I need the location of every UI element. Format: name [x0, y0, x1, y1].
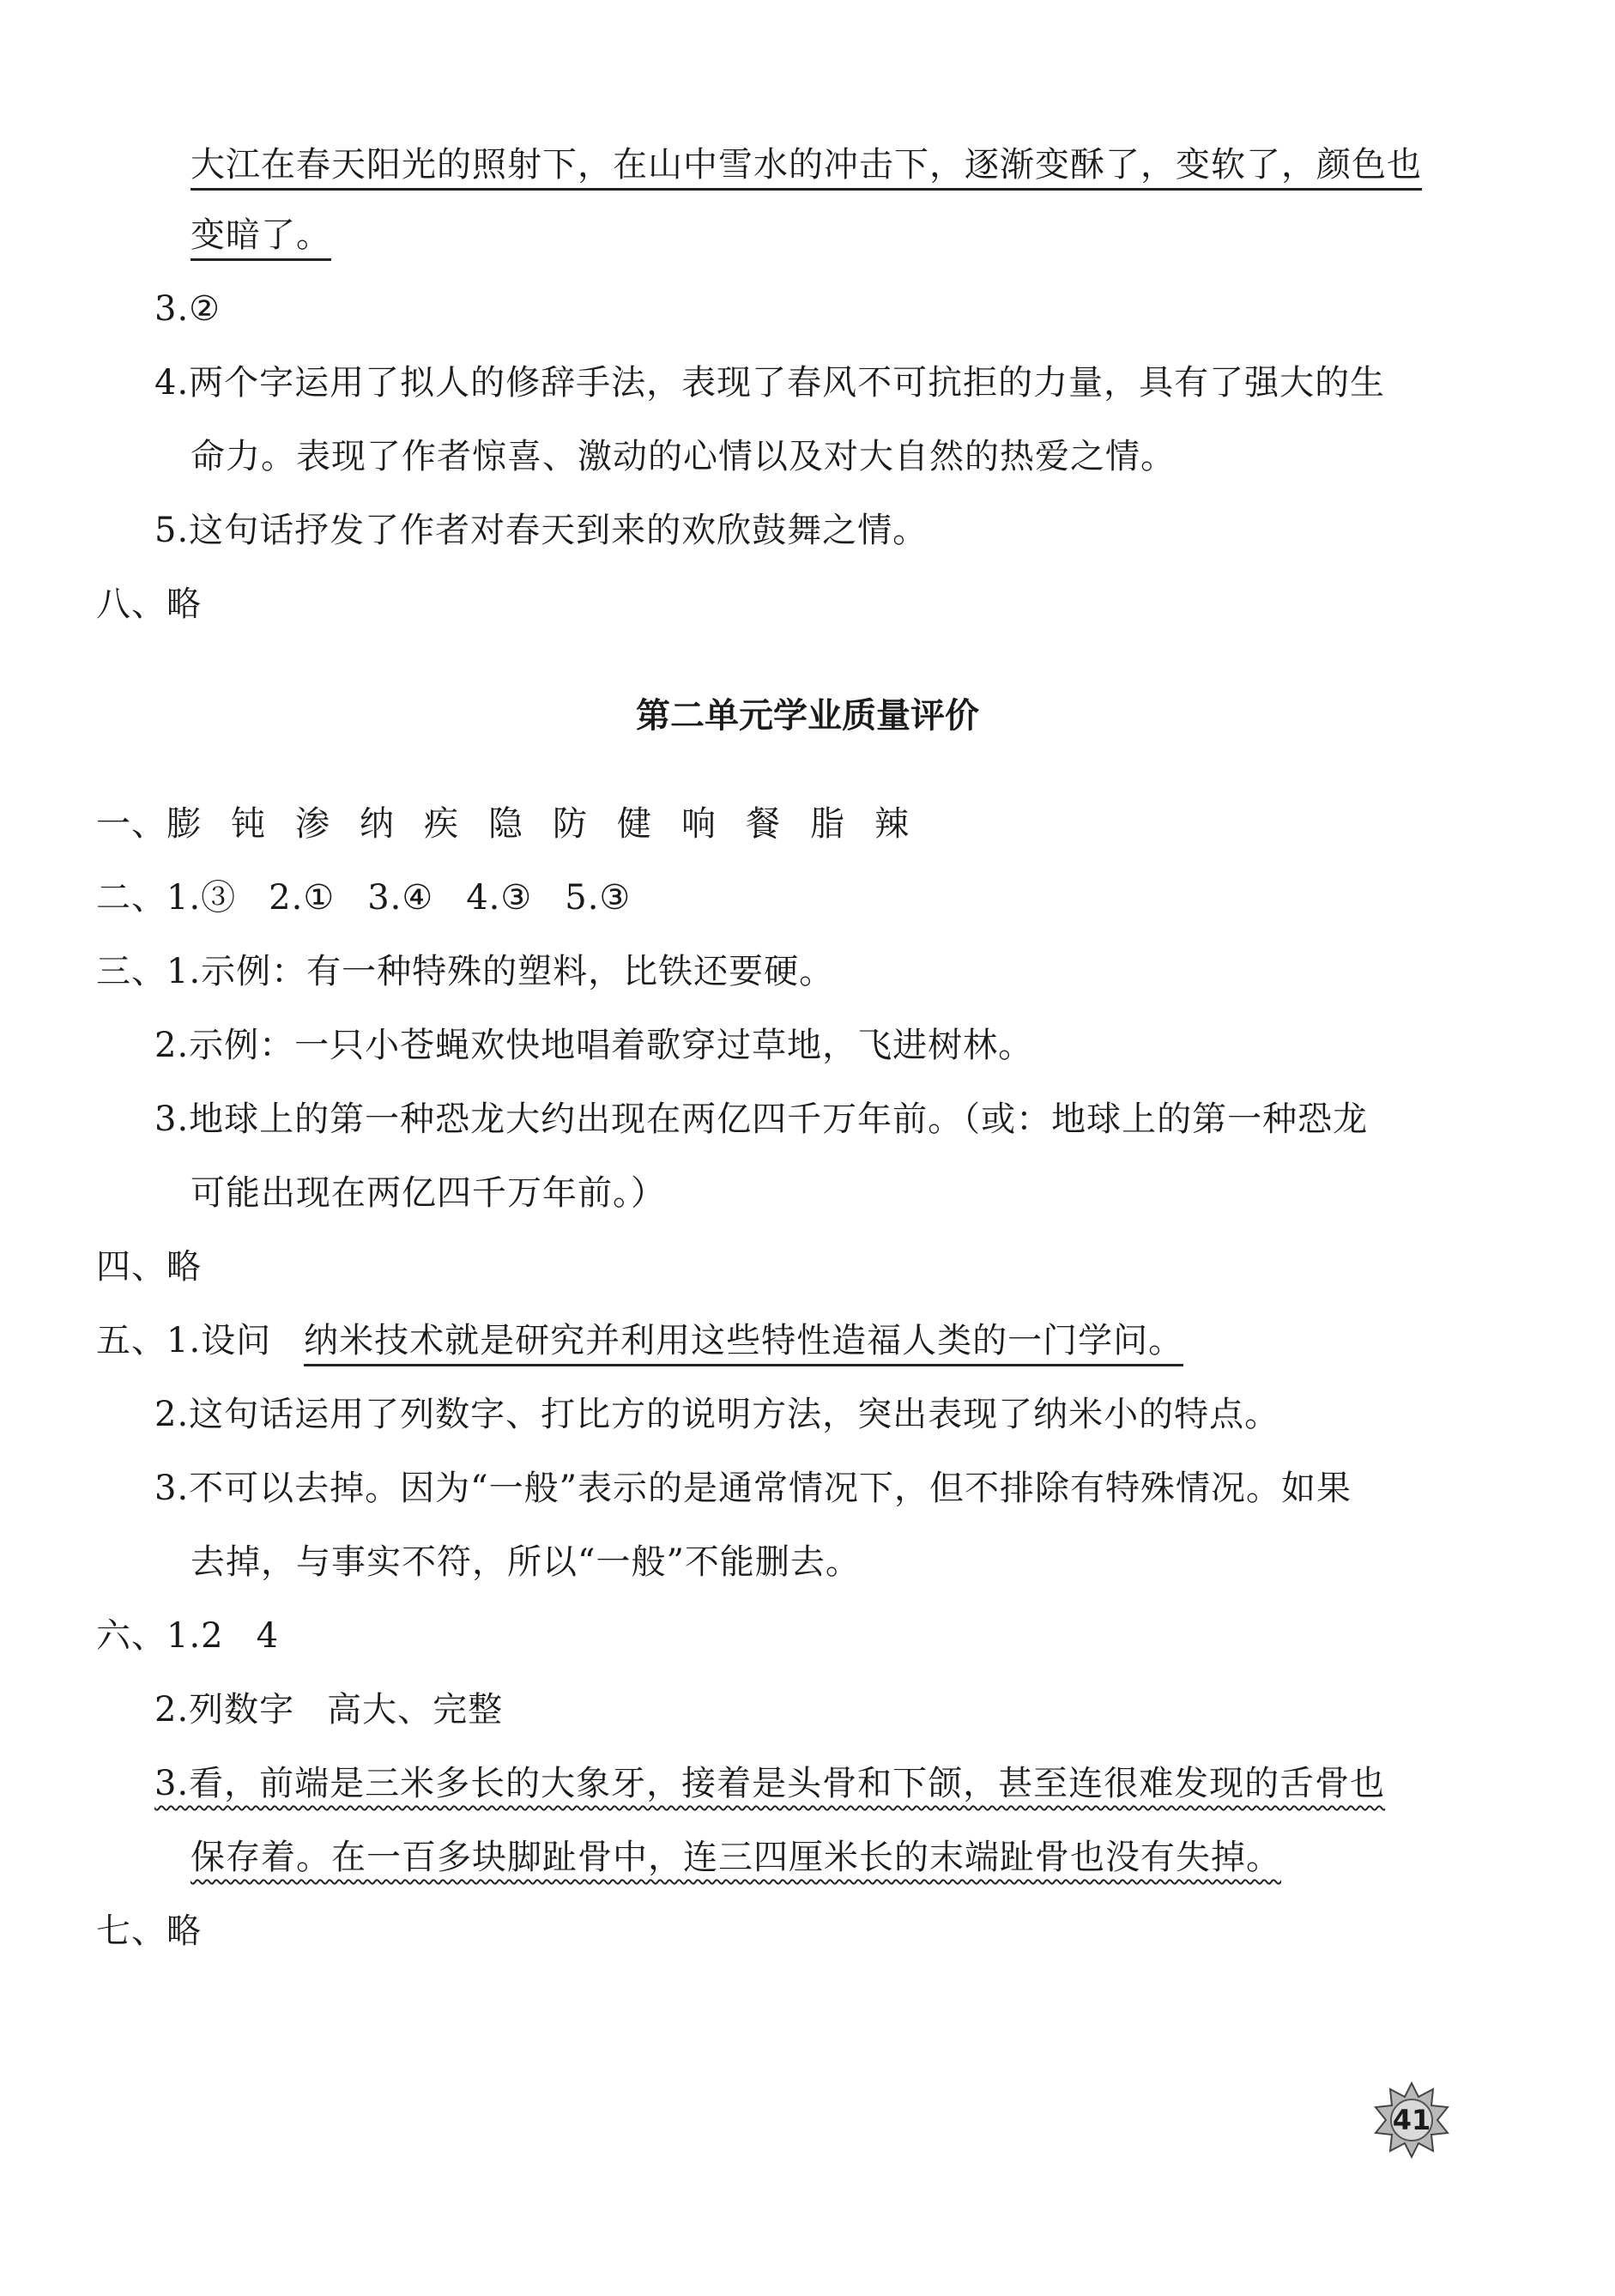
part1-char: 膨 — [166, 804, 202, 844]
part3-q2: 2.示例：一只小苍蝇欢快地唱着歌穿过草地，飞进树林。 — [154, 1026, 1034, 1065]
prev-part8: 八、略 — [96, 585, 202, 624]
prev-q2-line2-text: 变暗了。 — [191, 215, 331, 261]
part1-char: 辣 — [874, 804, 910, 844]
part2-prefix: 二、 — [96, 878, 166, 918]
prev-q2-line1 — [191, 142, 1422, 187]
part2-item: 4.③ — [466, 878, 533, 918]
part6-q1 — [96, 1614, 279, 1658]
prev-q3: 3.② — [154, 289, 221, 329]
unit2-title: 第二单元学业质量评价 — [636, 696, 979, 736]
part5-q3-line1: 3.不可以去掉。因为“一般”表示的是通常情况下，但不排除有特殊情况。如果 — [154, 1469, 1352, 1508]
part3-q3-line1: 3.地球上的第一种恐龙大约出现在两亿四千万年前。（或：地球上的第一种恐龙 — [154, 1100, 1369, 1139]
part6-q2-prefix: 2.列数字 — [154, 1690, 295, 1730]
part7: 七、略 — [96, 1911, 202, 1951]
part1-char: 钝 — [231, 804, 266, 844]
part1-char: 脂 — [810, 804, 845, 844]
prev-q2-line2 — [191, 213, 331, 257]
part1-char: 疾 — [424, 804, 459, 844]
part1-char: 防 — [553, 804, 588, 844]
page-number: 41 — [1392, 2104, 1431, 2136]
part6-q2-value: 高大、完整 — [327, 1690, 504, 1730]
part2-item: 5.③ — [565, 878, 632, 918]
part3-q1: 三、1.示例：有一种特殊的塑料，比铁还要硬。 — [96, 952, 835, 991]
part6-q1-value: 4 — [256, 1616, 280, 1656]
part2 — [96, 875, 631, 920]
part1-char: 响 — [681, 804, 717, 844]
part1-char: 渗 — [295, 804, 330, 844]
prev-q4-line2: 命力。表现了作者惊喜、激动的心情以及对大自然的热爱之情。 — [191, 437, 1176, 476]
part2-item: 2.① — [269, 878, 336, 918]
part1-char: 健 — [617, 804, 652, 844]
part5-q1-answer: 纳米技术就是研究并利用这些特性造福人类的一门学问。 — [304, 1321, 1183, 1366]
part1-prefix: 一、 — [96, 804, 166, 844]
part1-char: 隐 — [488, 804, 523, 844]
part5-q1 — [96, 1318, 1183, 1363]
prev-q4-line1: 4.两个字运用了拟人的修辞手法，表现了春风不可抗拒的力量，具有了强大的生 — [154, 363, 1386, 403]
part6-q3-line2-text: 保存着。在一百多块脚趾骨中，连三四厘米长的末端趾骨也没有失掉。 — [191, 1838, 1281, 1877]
part2-item: 1.③ — [166, 878, 237, 918]
part5-q3-line2: 去掉，与事实不符，所以“一般”不能删去。 — [191, 1542, 861, 1582]
part1 — [96, 802, 939, 846]
part2-item: 3.④ — [367, 878, 434, 918]
prev-q2-line1-text: 大江在春天阳光的照射下，在山中雪水的冲击下，逐渐变酥了，变软了，颜色也 — [191, 145, 1422, 191]
prev-q5: 5.这句话抒发了作者对春天到来的欢欣鼓舞之情。 — [154, 511, 928, 550]
part5-q2: 2.这句话运用了列数字、打比方的说明方法，突出表现了纳米小的特点。 — [154, 1395, 1280, 1434]
part6-q3-line2 — [191, 1835, 1281, 1880]
part3-q3-line2: 可能出现在两亿四千万年前。） — [191, 1173, 666, 1213]
part6-q1-prefix: 六、1.2 — [96, 1616, 224, 1656]
part6-q3-line1 — [154, 1761, 1385, 1806]
part4: 四、略 — [96, 1247, 202, 1287]
part6-q2 — [154, 1687, 503, 1732]
part1-char: 纳 — [360, 804, 395, 844]
part5-q1-prefix: 五、1.设问 — [96, 1321, 272, 1360]
part6-q3-line1-text: 3.看，前端是三米多长的大象牙，接着是头骨和下颌，甚至连很难发现的舌骨也 — [154, 1764, 1386, 1803]
part1-char: 餐 — [746, 804, 781, 844]
page-number-badge — [1373, 2081, 1450, 2159]
